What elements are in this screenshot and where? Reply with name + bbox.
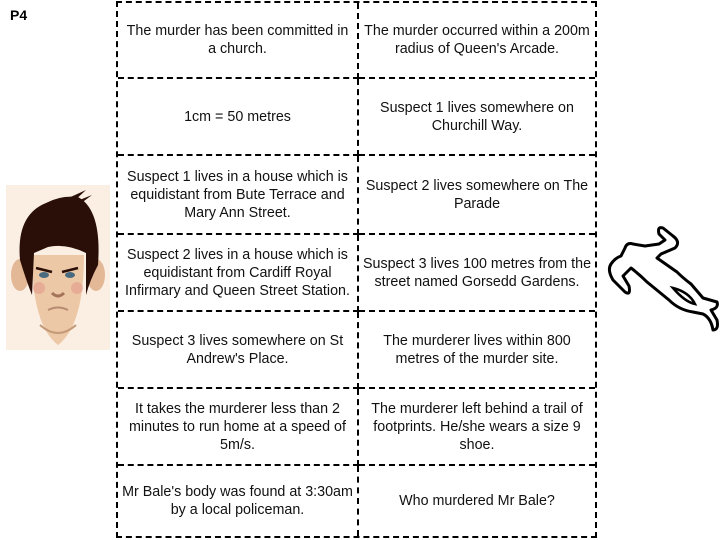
clue-text: It takes the murderer less than 2 minutes to run home at a speed of 5m/s. [129, 400, 346, 453]
clue-card [359, 3, 595, 79]
caricature-face-icon [6, 185, 110, 350]
chalk-body-outline-icon [603, 222, 720, 334]
clue-text: Suspect 1 lives in a house which is equidistant from Bute Terrace and Mary Ann Street. [127, 168, 348, 221]
clue-text: The murderer lives within 800 metres of the murder site. [383, 332, 571, 367]
clue-text: Suspect 2 lives in a house which is equidistant from Cardiff Royal Infirmary and Queen Street Station. [125, 246, 350, 299]
clue-card [359, 156, 595, 235]
clue-text: Suspect 3 lives 100 metres from the street named Gorsedd Gardens. [362, 255, 592, 290]
clue-card [118, 466, 359, 536]
page-label: P4 [10, 7, 28, 23]
clue-card [359, 389, 595, 466]
clue-card [118, 389, 359, 466]
clue-card [118, 312, 359, 389]
clue-card [359, 312, 595, 389]
clue-card-grid [116, 1, 597, 538]
clue-text: The murder occurred within a 200m radius of Queen's Arcade. [364, 23, 590, 57]
clue-card [118, 235, 359, 312]
clue-card [118, 156, 359, 235]
clue-text: The murderer left behind a trail of footprints. He/she wears a size 9 shoe. [371, 400, 583, 453]
clue-card [118, 3, 359, 79]
clue-text: 1cm = 50 metres [184, 108, 291, 125]
clue-card [359, 235, 595, 312]
question-text: Who murdered Mr Bale? [399, 493, 555, 509]
clue-card [359, 79, 595, 156]
clue-text: The murder has been committed in a church. [126, 23, 349, 57]
clue-text: Mr Bale's body was found at 3:30am by a local policeman. [122, 484, 353, 518]
question-card [359, 466, 595, 536]
clue-text: Suspect 1 lives somewhere on Churchill Way. [380, 99, 574, 134]
clue-card [118, 79, 359, 156]
clue-text: Suspect 2 lives somewhere on The Parade [365, 177, 589, 212]
clue-text: Suspect 3 lives somewhere on St Andrew's Place. [131, 332, 344, 367]
